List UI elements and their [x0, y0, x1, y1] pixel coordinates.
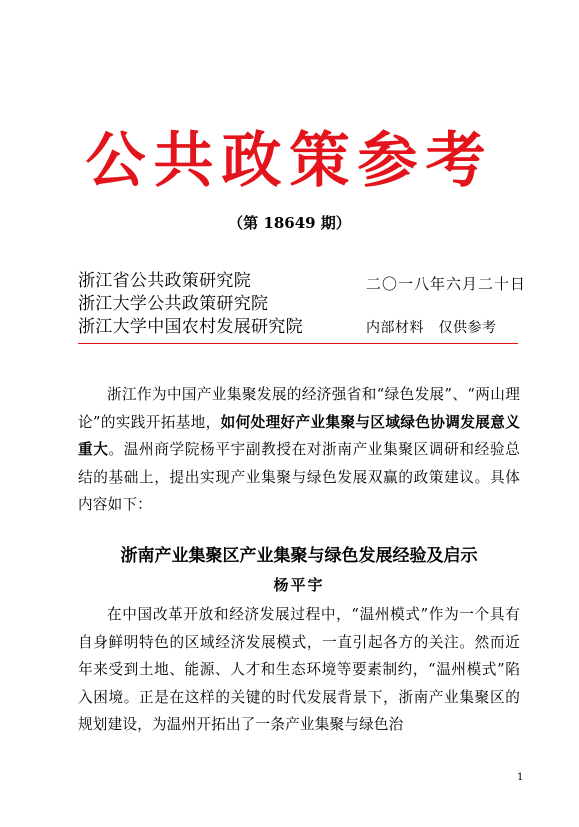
organization-list [78, 270, 358, 339]
organization-name: 浙江省公共政策研究院 [78, 271, 251, 291]
publication-date: 二〇一八年六月二十日 [366, 275, 527, 293]
article-title: 浙南产业集聚区产业集聚与绿色发展经验及启示 [120, 546, 478, 566]
internal-material-note: 内部材料 仅供参考 [366, 320, 497, 336]
organization-name: 浙江大学公共政策研究院 [78, 294, 269, 314]
issue-number: （第 18649 期） [228, 214, 351, 232]
header-divider [78, 343, 518, 344]
organization-name: 浙江大学中国农村发展研究院 [78, 317, 303, 337]
summary-paragraph [78, 381, 520, 519]
summary-text: 。温州商学院杨平宇副教授在对浙南产业集聚区调研和经验总结的基础上，提出实现产业集聚与绿色发展双赢的政策建议。具体内容如下： [78, 441, 520, 513]
summary-bold-text: 如何处理好产业集聚与区域绿色协调发展意义重大 [78, 413, 520, 458]
page-number: 1 [517, 772, 524, 783]
article-author: 杨平宇 [273, 576, 325, 594]
masthead-title: 公共政策参考 [85, 126, 494, 196]
summary-text: 浙江作为中国产业集聚发展的经济强省和“绿色发展”、“两山理论”的实践开拓基地， [78, 386, 520, 431]
article-paragraph: 在中国改革开放和经济发展过程中，“温州模式”作为一个具有自身鲜明特色的区域经济发展模式，一直引起各方的关注。然而近年来受到土地、能源、人才和生态环境等要素制约，“温州模式”陷入困境。正是在这样的关键的时代发展背景下，浙南产业集聚区的规划建设，为温州开拓出了一条产业集聚与绿色治 [78, 606, 520, 733]
